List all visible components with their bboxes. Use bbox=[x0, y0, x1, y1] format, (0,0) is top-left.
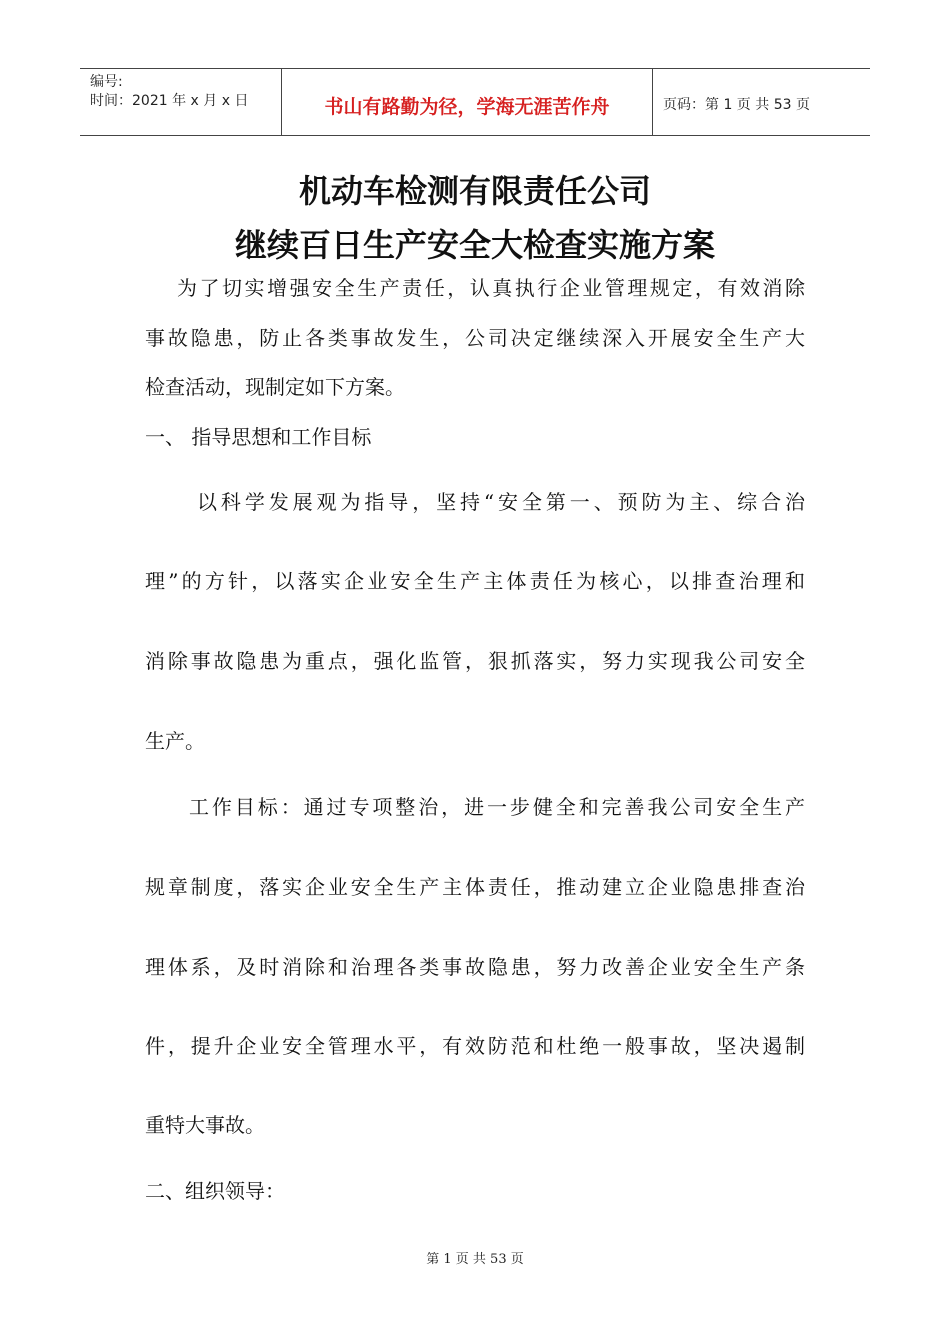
goals-line-5: 重特大事故。 bbox=[145, 1113, 265, 1137]
document-title-line2: 继续百日生产安全大检查实施方案 bbox=[234, 226, 715, 264]
page-header bbox=[80, 68, 870, 136]
goals-line-2: 规章制度，落实企业安全生产主体责任，推动建立企业隐患排查治 bbox=[145, 875, 805, 899]
guiding-line-2: 理”的方针，以落实企业安全生产主体责任为核心，以排查治理和 bbox=[145, 569, 805, 593]
header-page-info: 页码：第 1 页 共 53 页 bbox=[663, 97, 810, 113]
goals-line-4: 件，提升企业安全管理水平，有效防范和杜绝一般事故，坚决遏制 bbox=[145, 1034, 805, 1058]
header-motto: 书山有路勤为径，学海无涯苦作舟 bbox=[281, 69, 653, 135]
guiding-line-1: 以科学发展观为指导，坚持“安全第一、预防为主、综合治 bbox=[197, 490, 805, 514]
guiding-line-3: 消除事故隐患为重点，强化监管，狠抓落实，努力实现我公司安全 bbox=[145, 649, 805, 673]
intro-line-1: 为了切实增强安全生产责任，认真执行企业管理规定，有效消除 bbox=[177, 276, 805, 300]
goals-line-1: 工作目标：通过专项整治，进一步健全和完善我公司安全生产 bbox=[189, 795, 805, 819]
section-heading-2: 二、组织领导： bbox=[145, 1179, 285, 1203]
header-meta bbox=[80, 69, 281, 135]
document-title-line1: 机动车检测有限责任公司 bbox=[298, 172, 651, 210]
page-footer: 第 1 页 共 53 页 bbox=[426, 1252, 524, 1267]
goals-line-3: 理体系，及时消除和治理各类事故隐患，努力改善企业安全生产条 bbox=[145, 955, 805, 979]
header-number-label: 编号: bbox=[90, 74, 123, 90]
guiding-line-4: 生产。 bbox=[145, 729, 205, 753]
section-heading-1: 一、 指导思想和工作目标 bbox=[145, 425, 372, 449]
intro-line-2: 事故隐患，防止各类事故发生，公司决定继续深入开展安全生产大 bbox=[145, 326, 805, 350]
intro-line-3: 检查活动，现制定如下方案。 bbox=[145, 375, 405, 399]
header-date: 时间：2021 年 x 月 x 日 bbox=[90, 93, 249, 109]
